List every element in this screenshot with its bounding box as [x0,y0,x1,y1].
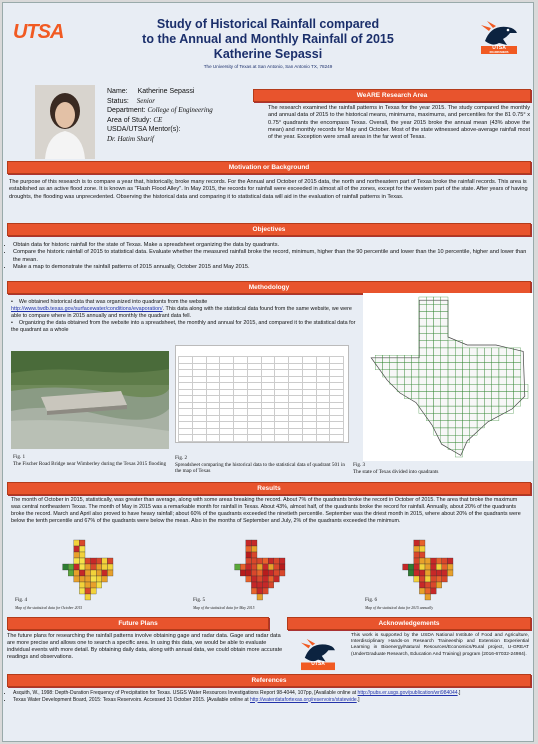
roadrunner-logo [477,19,521,55]
spreadsheet-cell [192,441,206,443]
methodology-text [11,299,361,334]
map-quadrant [436,558,442,564]
acknowledgements-heading: Acknowledgements [287,617,531,630]
map-quadrant [79,564,85,570]
title-line1: Study of Historical Rainfall compared [156,17,380,31]
map-quadrant [442,558,448,564]
map-quadrant [85,558,91,564]
map-quadrant [425,570,431,576]
map-quadrant [235,564,241,570]
map-quadrant [431,576,437,582]
map-quadrant [425,594,431,600]
map-quadrant [436,582,442,588]
map-quadrant [96,564,102,570]
map-quadrant [246,564,252,570]
map-quadrant [414,558,420,564]
map-quadrant [263,576,269,582]
methodology-heading: Methodology [7,281,531,294]
map-quadrant [263,564,269,570]
map-quadrant [74,570,80,576]
map-quadrant [251,546,257,552]
map-quadrant [447,570,453,576]
map-quadrant [274,564,280,570]
map-quadrant [102,564,108,570]
map-quadrant [102,576,108,582]
map-quadrant [63,564,69,570]
motivation-text: The purpose of this research is to compare a year that, historically, broke many records. For the Annual and October of 2015 data, the north and northeastern part of Texas broke the rainfall records. This area is established as an active flood zone. It is known as "Flash Flood Alley". In May 2015, the records for rainfall were exceeded in almost all of the zones, except for the western part of the state. After years of having droughts, the flooding was unprecedented. Observing the historical data and comparing it to statistical data will aid in the evaluation of rainfall patterns in Texas. [9,179,528,200]
author-heading: Katherine Sepassi [213,46,323,61]
map-quadrant [74,564,80,570]
map-quadrant [85,576,91,582]
map-quadrant [425,558,431,564]
spreadsheet-cell [261,441,275,443]
map-quadrant [246,552,252,558]
spreadsheet-cell [330,441,344,443]
map-quadrant [408,570,414,576]
map-quadrant [274,570,280,576]
map-quadrant [79,576,85,582]
flood-bridge-image [11,351,169,449]
fig4-caption: Map of the statistical data for October 2015 [15,606,83,610]
profile-mentor: Dr. Hatim Sharif [107,134,154,143]
map-quadrant [425,588,431,594]
map-quadrant [246,576,252,582]
map-quadrant [246,570,252,576]
map-quadrant [279,564,285,570]
map-quadrant [419,540,425,546]
future-text: The future plans for researching the rainfall patterns involve obtaining gage and radar data. Gage and radar data are more precise and allows one to search a specific area. In using this data, we would be able to evaluate individual events with more detail. By obtaining daily data, along with annual data, we could obtain more accurate readings and observations. [7,633,283,661]
profile-mentor-label: USDA/UTSA Mentor(s): [107,126,181,134]
map-quadrant [274,558,280,564]
map-quadrant [251,582,257,588]
fig5-label: Fig. 5 [193,597,206,603]
map-quadrant [102,570,108,576]
map-quadrant [414,552,420,558]
spreadsheet-cell [220,441,234,443]
utsa-logo-small [297,637,339,671]
map-quadrant [96,582,102,588]
map-quadrant [85,570,91,576]
objective-item: • Compare the historic rainfall of 2015 to statistical data. Evaluate whether the measured rainfall broke the record, minimum, higher than the 90 percentile and lower than the 10 percentile, higher and lower than the mean. [13,249,527,264]
profile-dept-row: Department: College of Engineering [107,106,213,115]
bridge-photo [11,351,169,449]
map-quadrant [408,564,414,570]
map-quadrant [419,546,425,552]
research-area-text: The research examined the rainfall patterns in Texas for the year 2015. The study compared the monthly and annual data of 2015 to the historical means, minimums, maximums, and percentiles for the 81 0.75° x 0.75° quadrants the encompass Texas. Overall, the year 2015 broke the annual mean (43% above the mean) and monthly records for May and October. Most of the state witnessed above-average rainfall most of the year. Exception were small areas in the far west of Texas. [268,105,530,141]
map-quadrant [257,594,263,600]
map-quadrant [79,588,85,594]
map-quadrant [419,576,425,582]
map-quadrant [85,582,91,588]
methodology-para1: • We obtained historical data that was organized into quadrants from the website http://www.twdb.texas.gov/surfacewater/conditions/evaporation/. This data along with the statistical data found from the same website, we were able to compare where in 2015 annually and monthly the quadrant data fell. [11,299,352,320]
map-quadrant [74,540,80,546]
map-quadrant [414,576,420,582]
fig3-caption: Fig. 3 The state of Texas divided into quadrants [353,462,439,475]
map-quadrant [96,570,102,576]
map-quadrant [79,570,85,576]
map-quadrant [436,564,442,570]
map-quadrant [251,552,257,558]
reference-link[interactable]: http://pubs.er.usgs.gov/publication/wri984044 [357,690,458,696]
affiliation: The University of Texas at San Antonio, San Antonio TX, 78249 [203,64,333,69]
map-quadrant [431,582,437,588]
map-quadrant [447,564,453,570]
profile-status-row: Status: Senior [107,96,156,105]
october-map-icon [55,538,115,602]
map-quadrant [85,594,91,600]
map-quadrant [246,558,252,564]
fig6-label: Fig. 6 [365,597,378,603]
map-quadrant [251,564,257,570]
map-quadrant [279,558,285,564]
results-heading: Results [7,482,531,495]
map-quadrant [74,576,80,582]
map-quadrant [414,570,420,576]
map-quadrant [91,576,97,582]
fig1-caption: Fig. 1 The Fischer Road Bridge near Wimberley during the Texas 2015 flooding [13,454,167,467]
may-map-icon [227,538,287,602]
map-quadrant [74,558,80,564]
texas-quadrant-map [363,293,533,461]
map-quadrant [274,576,280,582]
map-quadrant [246,546,252,552]
map-quadrant [246,540,252,546]
map-quadrant [268,582,274,588]
map-quadrant [436,570,442,576]
person-icon [35,85,95,159]
map-quadrant [251,570,257,576]
map-october [55,538,115,602]
spreadsheet-cell [247,441,261,443]
map-quadrant [414,540,420,546]
map-quadrant [107,570,113,576]
map-quadrant [251,540,257,546]
map-quadrant [79,546,85,552]
map-quadrant [403,564,409,570]
motivation-heading: Motivation or Background [7,161,531,174]
spreadsheet-cell [179,441,193,443]
map-quadrant [79,552,85,558]
objective-item: • Make a map to demonstrate the rainfall patterns of 2015 annually, October 2015 and May 2015. [13,264,527,271]
map-quadrant [257,564,263,570]
profile-info [107,87,257,145]
fig4-label: Fig. 4 [15,597,28,603]
map-quadrant [263,570,269,576]
fig6-caption: Map of the statistical data for 2015 annually [365,606,434,610]
map-quadrant [85,588,91,594]
spreadsheet-figure [175,345,349,443]
map-quadrant [268,576,274,582]
map-quadrant [240,570,246,576]
map-quadrant [431,570,437,576]
research-area-heading: WeARE Research Area [253,89,531,102]
map-quadrant [91,588,97,594]
map-quadrant [431,558,437,564]
map-quadrant [91,582,97,588]
map-quadrant [414,546,420,552]
map-quadrant [79,540,85,546]
spreadsheet-row [179,441,344,443]
map-quadrant [96,558,102,564]
map-quadrant [442,576,448,582]
map-quadrant [251,588,257,594]
spreadsheet-cell [289,441,303,443]
roadrunner-logo-sub: ROADRUNNERS [489,50,509,54]
map-quadrant [96,576,102,582]
title-line2: to the Annual and Monthly Rainfall of 2015 [142,31,394,46]
poster [2,2,534,742]
map-quadrant [425,576,431,582]
spreadsheet-cell [234,441,248,443]
map-quadrant [263,558,269,564]
map-quadrant [257,570,263,576]
profile-name-row: Name: Katherine Sepassi [107,88,195,95]
map-quadrant [419,564,425,570]
methodology-para2: • Organizing the data obtained from the website into a spreadsheet, the monthly and annual for 2015, and compared it to the statistical data for the quadrant as a whole [11,320,356,334]
map-quadrant [442,570,448,576]
map-quadrant [268,570,274,576]
spreadsheet-cell [206,441,220,443]
map-quadrant [240,564,246,570]
spreadsheet-cell [275,441,289,443]
methodology-link[interactable]: http://www.twdb.texas.gov/surfacewater/conditions/evaporation/ [11,306,163,313]
map-quadrant [102,558,108,564]
map-quadrant [425,582,431,588]
map-quadrant [257,558,263,564]
future-heading: Future Plans [7,617,269,630]
map-quadrant [442,564,448,570]
map-quadrant [447,558,453,564]
profile-area-row: Area of Study: CE [107,115,163,124]
map-quadrant [263,582,269,588]
map-quadrant [68,564,74,570]
map-quadrant [436,576,442,582]
map-quadrant [107,564,113,570]
map-quadrant [419,570,425,576]
map-quadrant [251,558,257,564]
references-list [5,690,527,703]
map-quadrant [263,588,269,594]
map-quadrant [257,582,263,588]
reference-link[interactable]: http://waterdatafortexas.org/reservoirs/statewide [249,696,357,703]
results-text: The month of October in 2015, statistically, was greater than average, along with some areas breaking the record. About 7% of the quadrants broke the record in October of 2015. The area that broke the maximum was central northeastern Texas. The month of May in 2015 was a remarkable month for rainfall in Texas. About 43%, almost half, of the quadrants broke the record for rainfall. Annually, about 20% of the quadrants broke the record. March and April also proved to have heavy rainfall; about 60% of the quadrants exceeded the ninetieth percentile. September was the driest month in 2015, where about 20% of the quadrants were below the tenth percentile and 67% of the quadrants were below the mean. Also in the months of September and July, 2% of the quadrants exceeded the minimum. [11,497,521,525]
map-quadrant [68,570,74,576]
objectives-heading: Objectives [7,223,531,236]
map-quadrant [414,564,420,570]
map-annual [395,538,455,602]
roadrunner-logo-text: UTSA [492,45,506,51]
utsa-logo-small-text: UTSA [311,661,325,667]
annual-map-icon [395,538,455,602]
reference-item: • Texas Water Development Board, 2015: Texas Reservoirs. Accessed 31 October 2015. [Available online at http://waterdatafortexas.org/reservoirs/statewide.] [13,697,527,704]
map-quadrant [431,564,437,570]
spreadsheet-table [178,356,344,443]
map-quadrant [85,564,91,570]
map-quadrant [419,552,425,558]
texas-map-icon [363,293,533,461]
map-quadrant [91,570,97,576]
map-quadrant [107,558,113,564]
map-quadrant [425,564,431,570]
map-quadrant [74,546,80,552]
map-may [227,538,287,602]
spreadsheet-cell [302,441,316,443]
title [113,17,423,61]
objective-item: • Obtain data for historic rainfall for the state of Texas. Make a spreadsheet organizing the data by quadrants. [13,242,527,249]
map-quadrant [419,582,425,588]
acknowledgements-text: This work is supported by the USDA National Institute of Food and Agriculture, Interdisciplinary Hands-on Research Traineeship and Extension Experiential Learning in Bioenergy/Natural Resources/Economics/Rural project, U-GREAT (UnderGraduate Research, Education And Training) program (2016-67032-24984). [351,633,529,657]
map-quadrant [268,564,274,570]
reference-item: • Asquith, W., 1998: Depth-Duration Frequency of Precipitation for Texas. USGS Water Resources Investigations Report 98-4044, 107pp, [Available online at http://pubs.er.usgs.gov/publication/wri984044.] [13,690,527,697]
utsa-logo-left: UTSA [13,21,64,43]
map-quadrant [91,558,97,564]
map-quadrant [268,558,274,564]
map-quadrant [279,570,285,576]
objectives-list [5,242,527,271]
references-heading: References [7,674,531,687]
map-quadrant [419,558,425,564]
map-quadrant [79,558,85,564]
map-quadrant [79,582,85,588]
fig2-caption: Fig. 2 Spreadsheet comparing the historical data to the statistical data of quadrant 501 in the map of Texas [175,455,345,474]
map-quadrant [91,564,97,570]
map-quadrant [74,552,80,558]
map-quadrant [257,588,263,594]
fig5-caption: Map of the statistical data for May 2015 [193,606,255,610]
profile-photo [35,85,95,159]
map-quadrant [419,588,425,594]
spreadsheet-cell [316,441,330,443]
map-quadrant [251,576,257,582]
map-quadrant [257,576,263,582]
map-quadrant [431,588,437,594]
